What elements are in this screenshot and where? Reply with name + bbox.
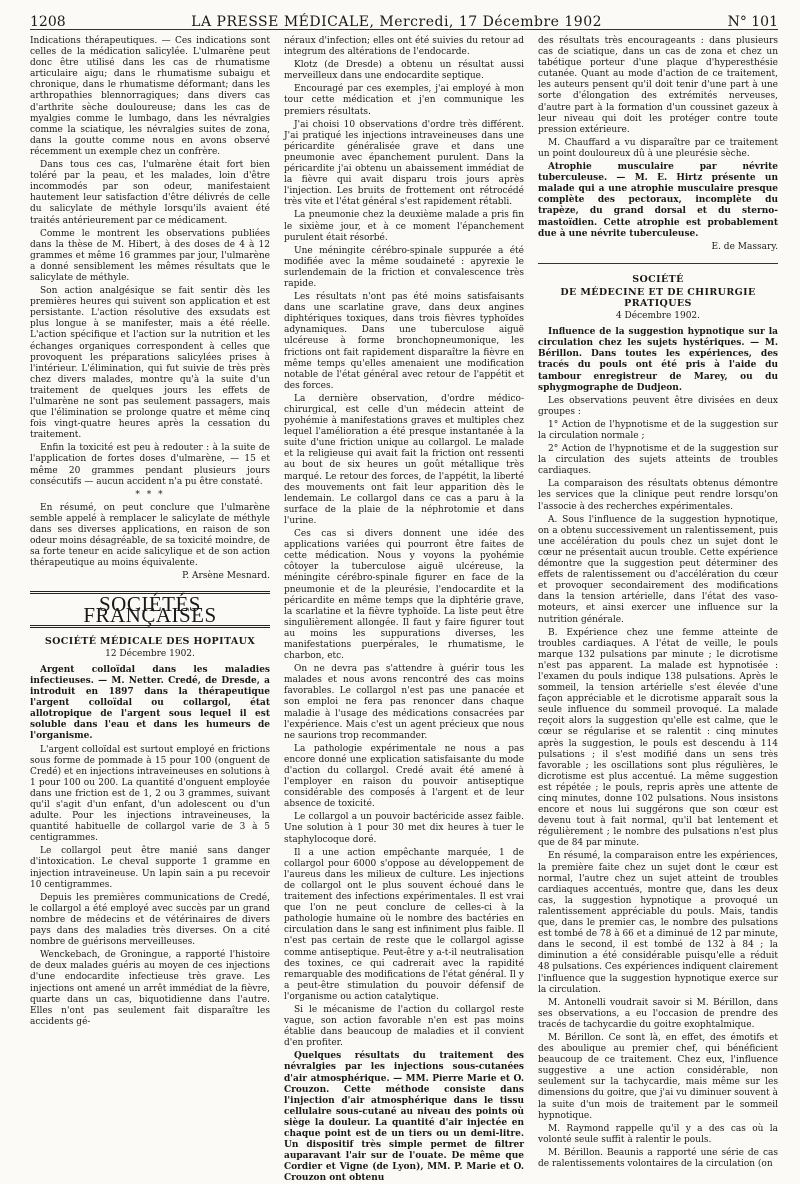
paragraph: Ces cas si divers donnent une idée des applications variées qui pourront être faites de cette médication. Nous y voyons la pyohémie côtoyer la tuberculose aiguë ulcéreuse, la méningite cérébro-spinale figurer en face de la pneumonie et de la pleurésie, l'endocardite et la péricardite en même temps que la diphtérie grave, la scarlatine et la fièvre typhoïde. La liste peut être singulièrement allongée. Il faut y faire figurer tout au moins les suppurations diverses, les manifestations puerpérales, le rhumatisme, le charbon, etc. — [284, 529, 524, 662]
paragraph: 1° Action de l'hypnotisme et de la suggestion sur la circulation normale ; — [538, 419, 778, 441]
paragraph: M. Chauffard a vu disparaître par ce traitement un point douloureux dû à une pleurésie sèche. — [538, 137, 778, 159]
society-title: SOCIÉTÉ MÉDICALE DES HOPITAUX — [44, 635, 256, 647]
society-title-line-1: SOCIÉTÉ — [632, 273, 684, 285]
paragraph: Les résultats n'ont pas été moins satisfaisants dans une scarlatine grave, dans deux angines diphtériques toxiques, dans trois fièvres typhoïdes adynamiques. Dans une tuberculose aiguë ulcéreuse à forme bronchopneumonique, les frictions ont fait rapidement disparaître la fièvre en même temps qu'elles amenaient une modification notable de l'état général avec retour de l'appétit et des forces. — [284, 292, 524, 391]
paragraph-indications: Indications thérapeutiques. — Ces indications sont celles de la médication salicylée. L'ulmarène peut donc être utilisé dans les cas de rhumatisme articulaire aigu; dans le rhumatisme subaigu et chronique, dans le rhumatisme déformant; dans les arthropathies blennorragiques; dans divers cas d'arthrite sèche douloureuse; dans les cas de myalgies comme le lumbago, dans les névralgies comme la sciatique, les névralgies suites de zona, dans la goutte comme nous en avons observé récemment un exemple chez un confrère. — [30, 36, 270, 157]
paragraph-nevralgies: Quelques résultats du traitement des névralgies par les injections sous-cutanées d'air atmosphérique. — MM. Pierre Marie et O. Crouzon. Cette méthode consiste dans l'injection d'air atmosphérique dans le tissu cellulaire sous-cutané au niveau des points où siège la douleur. La quantité d'air injectée en chaque point est de un tiers ou un demi-litre. Un dispositif très simple permet de filtrer auparavant l'air sur de l'ouate. De même que Cordier et Vigne (de Lyon), MM. P. Marie et O. Crouzon ont obtenu — [284, 1051, 524, 1184]
paragraph: La pathologie expérimentale ne nous a pas encore donné une explication satisfaisante du mode d'action du collargol. Credé avait été amené à l'employer en raison du pouvoir antiseptique considérable des composés à l'argent et de leur absence de toxicité. — [284, 743, 524, 810]
paragraph: Il a une action empêchante marquée, 1 de collargol pour 6000 s'oppose au développement de l'aureus dans les milieux de culture. Les injections de collargol ont le plus souvent échoué dans le traitement des infections expérimentales. Il est vrai que l'on ne peut conclure de celles-ci à la pathologie humaine où le nombre des bactéries en circulation dans le sang est infiniment plus faible. Il n'est pas certain de reste que le collargol agisse comme antiseptique. Peut-être y a-t-il neutralisation des toxines, ce qui cadrerait avec la rapidité remarquable des modifications de l'état général. Il y a peut-être stimulation du pouvoir défensif de l'organisme ou action catalytique. — [284, 847, 524, 1002]
page-header — [30, 0, 778, 30]
paragraph: J'ai choisi 10 observations d'ordre très différent. J'ai pratiqué les injections intraveineuses dans une péricardite généralisée grave et dans une pneumonie avec épanchement purulent. Dans la péricardite j'ai obtenu un abaissement immédiat de la fièvre qui avait disparu trois jours après l'injection. Les bruits de frottement ont rétrocédé très vite et l'état général s'est rapidement rétabli. — [284, 119, 524, 208]
paragraph: Encouragé par ces exemples, j'ai employé à mon tour cette médication et j'en communique les premiers résultats. — [284, 84, 524, 117]
paragraph: L'argent colloïdal est surtout employé en frictions sous forme de pommade à 15 pour 100 (onguent de Credé) et en injections intraveineuses en solutions à 1 pour 100 ou 200. La quantité d'onguent employée dans une friction est de 1, 2 ou 3 grammes, suivant qu'il s'agit d'un enfant, d'un adolescent ou d'un adulte. Pour les injections intraveineuses, la quantité habituelle de collargol varie de 3 à 5 centigrammes. — [30, 744, 270, 844]
issue-number: N° 101 — [727, 14, 778, 30]
paragraph: néraux d'infection; elles ont été suivies du retour ad integrum des altérations de l'endocarde. — [284, 36, 524, 58]
page-number: 1208 — [30, 14, 66, 30]
author-signature: E. de Massary. — [711, 241, 778, 252]
paragraph: Si le mécanisme de l'action du collargol reste vague, son action favorable n'en est pas moins établie dans beaucoup de maladies et il convient d'en profiter. — [284, 1004, 524, 1049]
author-signature: P. Arsène Mesnard. — [182, 571, 270, 582]
paragraph-suggestion: Influence de la suggestion hypnotique sur la circulation chez les sujets hystériques. — M. Bérillon. Dans toutes les expériences, des tracés du pouls ont été pris à l'aide du tambour enregistreur de Marey, ou du sphygmographe de Dudjeon. — [538, 327, 778, 393]
section-stars: * * * — [135, 489, 165, 500]
paragraph-conclusion: En résumé, on peut conclure que l'ulmarène semble appelé à remplacer le salicylate de méthyle dans ses diverses applications, en raison de son odeur moins désagréable, de sa toxicité moindre, de sa forte teneur en acide salicylique et de son action thérapeutique au moins équivalente. — [30, 502, 270, 569]
paragraph: Les observations peuvent être divisées en deux groupes : — [538, 395, 778, 417]
section-divider — [538, 263, 778, 264]
paragraph: Une méningite cérébro-spinale suppurée a été modifiée avec la même soudaineté : apyrexie le surlendemain de la friction et convalescence très rapide. — [284, 245, 524, 289]
paragraph: Wenckebach, de Groningue, a rapporté l'histoire de deux malades guéris au moyen de ces injections d'une endocardite infectieuse très grave. Les injections ont amené un arrêt immédiat de la fièvre, quarte dans un cas, biquotidienne dans l'autre. Elles n'ont pas seulement fait disparaître les accidents gé- — [30, 950, 270, 1027]
society-date: 4 Décembre 1902. — [615, 311, 701, 322]
section-banner: SOCIÉTÉS FRANÇAISES — [30, 591, 270, 628]
paragraph: Le collargol a un pouvoir bactéricide assez faible. Une solution à 1 pour 30 met dix heures à tuer le staphylocoque doré. — [284, 812, 524, 845]
paragraph-argent-colloidal: Argent colloïdal dans les maladies infectieuses. — M. Netter. Credé, de Dresde, a introduit en 1897 dans la thérapeutique l'argent colloïdal ou collargol, état allotropique de l'argent sous lequel il est soluble dans l'eau et dans les humeurs de l'organisme. — [30, 664, 270, 742]
journal-title: LA PRESSE MÉDICALE, Mercredi, 17 Décembre 1902 — [191, 14, 603, 30]
paragraph: 2° Action de l'hypnotisme et de la suggestion sur la circulation des sujets atteints de troubles cardiaques. — [538, 444, 778, 477]
column-2 — [284, 36, 524, 1184]
paragraph: Depuis les premières communications de Credé, le collargol a été employé avec succès par un grand nombre de médecins et de vétérinaires de divers pays dans des maladies très diverses. On a cité nombre de guérisons merveilleuses. — [30, 892, 270, 948]
paragraph: La comparaison des résultats obtenus démontre les services que la clinique peut rendre lorsqu'on l'associe à des recherches expérimentales. — [538, 479, 778, 512]
paragraph: A. Sous l'influence de la suggestion hypnotique, on a obtenu successivement un ralentissement, puis une accélération du pouls chez un sujet dont le cœur ne présentait aucun trouble. Cette expérience démontre que la suggestion peut déterminer des effets de ralentissement ou d'accélération du cœur et provoquer secondairement des modifications dans la tension artérielle, dans l'état des vaso-moteurs, et ainsi exercer une influence sur la nutrition générale. — [538, 514, 778, 625]
paragraph-atrophie: Atrophie musculaire par névrite tuberculeuse. — M. E. Hirtz présente un malade qui a une atrophie musculaire presque complète des pectoraux, incomplète du trapèze, du grand dorsal et du sterno-mastoïdien. Cette atrophie est probablement due à une névrite tuberculeuse. — [538, 162, 778, 239]
paragraph: M. Bérillon. Ce sont là, en effet, des émotifs et des aboulique au premier chef, qui bénéficient beaucoup de ce traitement. Chez eux, l'influence suggestive a une action considérable, non seulement sur la tachycardie, mais même sur les dimensions du goitre, que j'ai vu diminuer souvent à la suite d'un mois de traitement par le sommeil hypnotique. — [538, 1032, 778, 1121]
paragraph: Comme le montrent les observations publiées dans la thèse de M. Hibert, à des doses de 4 à 12 grammes et même 16 grammes par jour, l'ulmarène a donné sensiblement les mêmes résultats que le salicylate de méthyle. — [30, 228, 270, 283]
paragraph: des résultats très encourageants : dans plusieurs cas de sciatique, dans un cas de zona et chez un tabétique porteur d'une plaque d'hyperesthésie cutanée. Quant au mode d'action de ce traitement, les auteurs pensent qu'il doit tenir d'une part à une sorte d'élongation des extrémités nerveuses, d'autre part à la formation d'un coussinet gazeux à leur niveau qui doit les protéger contre toute pression extérieure. — [538, 36, 778, 135]
paragraph: B. Expérience chez une femme atteinte de troubles cardiaques. A l'état de veille, le pouls marque 132 pulsations par minute ; le dicrotisme n'est pas apparent. La malade est hypnotisée : l'examen du pouls indique 138 pulsations. Après le sommeil, la tension artérielle s'est élevée d'une façon appréciable et le dicrotisme apparaît sous la seule influence du sommeil provoqué. La malade reçoit alors la suggestion qu'elle est calme, que le cœur se régularise et se ralentit : cinq minutes après la suggestion, le pouls est descendu à 114 pulsations ; il s'est modifié dans un sens très favorable ; les oscillations sont plus régulières, le dicrotisme est plus accentué. La même suggestion est répétée ; le pouls, repris après une attente de cinq minutes, donne 102 pulsations. Nous insistons encore et nous lui suggérons que son cœur est devenu tout à fait normal, qu'il bat lentement et régulièrement ; le nombre des pulsations n'est plus que de 84 par minute. — [538, 627, 778, 849]
paragraph: La dernière observation, d'ordre médico-chirurgical, est celle d'un médecin atteint de pyohémie à manifestations graves et multiples chez lequel l'amélioration a été presque instantanée à la suite d'une friction unique au collargol. Le malade et la religieuse qui avait fait la friction ont ressenti au bout de six heures un goût métallique très marqué. Le retour des forces, de l'appétit, la liberté des mouvements ont fait leur apparition dès le lendemain. Le collargol dans ce cas a paru à la surface de la plaie de la néphrotomie et dans l'urine. — [284, 393, 524, 526]
column-1 — [30, 36, 270, 1076]
column-3 — [538, 36, 778, 1169]
paragraph: La pneumonie chez la deuxième malade a pris fin le sixième jour, et à ce moment l'épanchement purulent était résorbé. — [284, 210, 524, 243]
paragraph: En résumé, la comparaison entre les expériences, la première faite chez un sujet dont le cœur est normal, l'autre chez un sujet atteint de troubles cardiaques accentués, montre que, dans les deux cas, la suggestion hypnotique a provoqué un ralentissement appréciable du pouls. Mais, tandis que, dans le premier cas, le nombre des pulsations est tombé de 78 à 66 et a diminué de 12 par minute, dans le second, il est tombé de 132 à 84 ; la diminution a été considérable puisqu'elle a réduit 48 pulsations. Ces expériences indiquent clairement l'influence que la suggestion hypnotique exerce sur la circulation. — [538, 851, 778, 995]
society-title-line-2: DE MÉDECINE ET DE CHIRURGIE PRATIQUES — [560, 286, 756, 309]
paragraph: M. Raymond rappelle qu'il y a des cas où la volonté seule suffit à ralentir le pouls. — [538, 1123, 778, 1145]
paragraph: Enfin la toxicité est peu à redouter : à la suite de l'application de fortes doses d'ulmarène, — 15 et même 20 grammes pendant plusieurs jours consécutifs — aucun accident n'a pu être constaté. — [30, 443, 270, 487]
paragraph: M. Antonelli voudrait savoir si M. Bérillon, dans ses observations, a eu l'occasion de prendre des tracés de tachycardie du goitre exophtalmique. — [538, 997, 778, 1030]
columns — [30, 36, 778, 1184]
paragraph: Son action analgésique se fait sentir dès les premières heures qui suivent son application et est persistante. L'action résolutive des exsudats est plus longue à se manifester, mais a été réelle. L'action spécifique et l'action sur la nutrition et les échanges organiques correspondent à celles que provoquent les préparations salicylées prises à l'intérieur. L'élimination, qui fut suivie de très près chez divers malades, montre qu'à la suite d'un traitement de quelques jours les effets de l'ulmarène ne sont pas seulement passagers, mais que l'élimination se prolonge quatre et même cinq fois vingt-quatre heures après la cessation du traitement. — [30, 286, 270, 441]
paragraph: Klotz (de Dresde) a obtenu un résultat aussi merveilleux dans une endocardite septique. — [284, 60, 524, 82]
society-date: 12 Décembre 1902. — [105, 648, 195, 659]
paragraph: M. Bérillon. Beaunis a rapporté une série de cas de ralentissements volontaires de la circulation (on — [538, 1147, 778, 1169]
paragraph: On ne devra pas s'attendre à guérir tous les malades et nous avons rencontré des cas moins favorables. Le collargol n'est pas une panacée et son emploi ne fera pas renoncer dans chaque maladie à l'usage des médications consacrées par l'expérience. Mais c'est un agent précieux que nous ne saurions trop recommander. — [284, 664, 524, 741]
paragraph: Dans tous ces cas, l'ulmarène était fort bien toléré par la peau, et les malades, loin d'être incommodés par son odeur, manifestaient hautement leur satisfaction d'être délivrés de celle du salicylate de méthyle lorsqu'ils avaient été traités antérieurement par ce médicament. — [30, 160, 270, 226]
paragraph: Le collargol peut être manié sans danger d'intoxication. Le cheval supporte 1 gramme en injection intraveineuse. Un lapin sain a pu recevoir 10 centigrammes. — [30, 846, 270, 890]
